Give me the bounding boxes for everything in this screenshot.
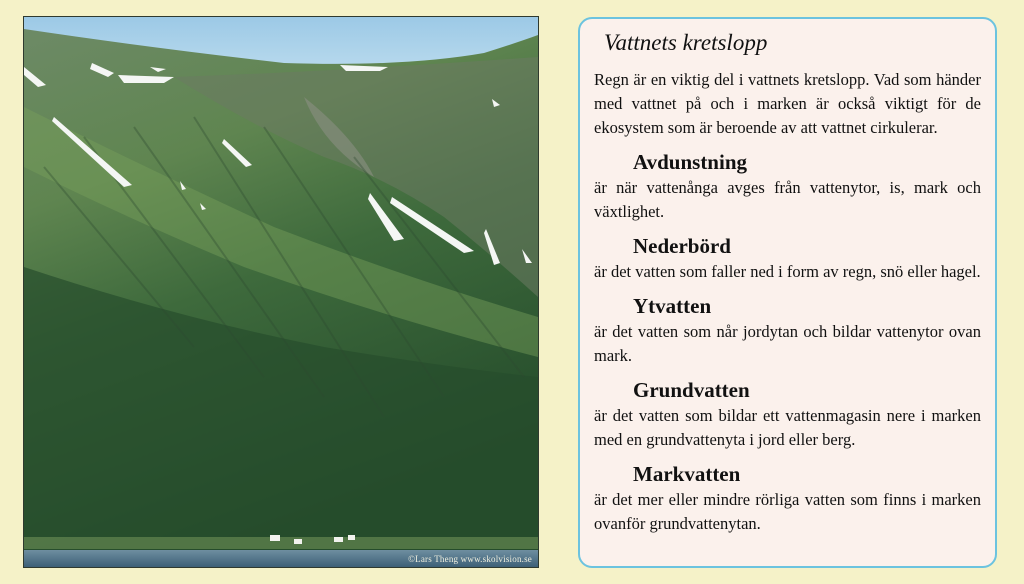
water-cycle-panel bbox=[578, 17, 997, 568]
photo-credit: ©Lars Theng www.skolvision.se bbox=[408, 554, 532, 564]
term-definition: är det mer eller mindre rörliga vatten som finns i marken ovanför grundvattenytan. bbox=[594, 490, 981, 533]
term-heading: Grundvatten bbox=[633, 378, 750, 402]
term-heading: Ytvatten bbox=[633, 294, 712, 318]
term-heading: Avdunstning bbox=[633, 150, 748, 174]
intro-text: Regn är en viktig del i vattnets kretslopp. Vad som händer med vattnet på och i marken är också viktigt för de ekosystem som är beroende av att vattnet cirkulerar. bbox=[594, 70, 981, 137]
mountain-illustration bbox=[24, 17, 538, 567]
term-heading: Markvatten bbox=[633, 462, 741, 486]
panel-title: Vattnets kretslopp bbox=[604, 30, 768, 55]
term-heading: Nederbörd bbox=[633, 234, 731, 258]
term-definition: är det vatten som når jordytan och bildar vattenytor ovan mark. bbox=[594, 322, 981, 365]
term-definition: är det vatten som bildar ett vattenmagasin nere i marken med en grundvattenyta i jord eller berg. bbox=[594, 406, 981, 449]
term-definition: är det vatten som faller ned i form av regn, snö eller hagel. bbox=[594, 262, 981, 281]
term-definition: är när vattenånga avges från vattenytor, is, mark och växtlighet. bbox=[594, 178, 981, 221]
mountain-slope-photo bbox=[23, 16, 539, 568]
